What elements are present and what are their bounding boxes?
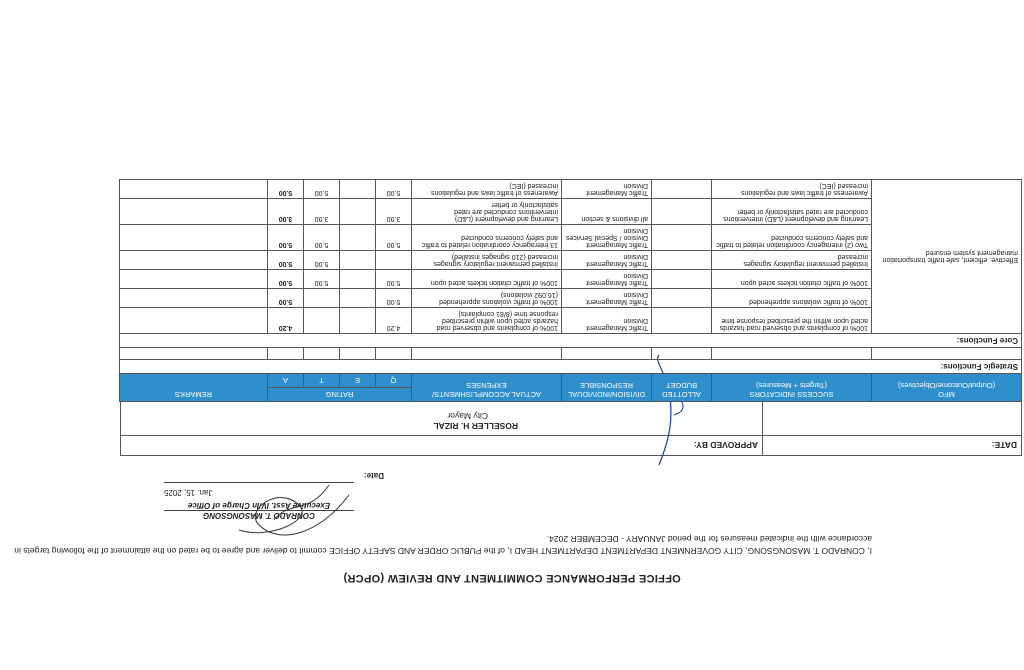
a-cell: 4.20 <box>267 308 303 334</box>
e-cell <box>340 225 376 251</box>
actual-cell: 13 interagency coordination related to traffic and safety concerns conducted <box>412 225 562 251</box>
q-cell: 4.20 <box>376 308 412 334</box>
q-cell: 3.00 <box>376 199 412 225</box>
mfo-header: MFO (Output/Outcome/Objectives) <box>872 374 1022 402</box>
division-cell: Traffic Management Division <box>562 289 652 308</box>
indicator-cell: Two (2) interagency coordination related to traffic and safety concerns conducted <box>712 225 872 251</box>
t-cell: 3.00 <box>304 199 340 225</box>
indicator-cell: 100% of traffic violations apprehended <box>712 289 872 308</box>
indicator-cell: Installed permanent regulatory signages increased <box>712 251 872 270</box>
a-cell: 5.00 <box>267 270 303 289</box>
division-cell: Traffic Management Division <box>562 308 652 334</box>
e-cell <box>340 270 376 289</box>
division-cell: all divisions & section <box>562 199 652 225</box>
rating-header: RATING <box>267 388 411 402</box>
opcr-table <box>119 179 1022 402</box>
actual-cell: Learning and development (L&D) interventions conducted are rated satisfactorily or better <box>412 199 562 225</box>
t-cell: 5.00 <box>304 270 340 289</box>
division-cell: Traffic Management Division / Special Services Division <box>562 225 652 251</box>
signature-mark <box>219 475 369 555</box>
strategic-functions-label: Strategic Functions: <box>119 360 1021 374</box>
approver-title: City Mayor <box>447 411 488 421</box>
document-title: OFFICE PERFORMANCE COMMITMENT AND REVIEW (OPCR) <box>343 572 681 584</box>
actual-header: ACTUAL ACCOMPLISHMENTS/ EXPENSES <box>412 374 562 402</box>
a-cell: 5.00 <box>267 289 303 308</box>
actual-cell: 100% of traffic citation tickets acted upon <box>412 270 562 289</box>
e-header: E <box>340 374 376 388</box>
approver-name: ROSELLER H. RIZAL <box>433 421 518 431</box>
indicator-cell: 100% of complaints and observed road hazards acted upon within the prescribed response time <box>712 308 872 334</box>
e-cell <box>340 289 376 308</box>
actual-cell: Installed permanent regulatory signages increased (210 signages installed) <box>412 251 562 270</box>
signer-name: CONRADO T. MASONGSONG <box>203 511 315 520</box>
t-header: T <box>304 374 340 388</box>
a-cell: 5.00 <box>267 225 303 251</box>
indicator-cell: 100% of traffic citation tickets acted upon <box>712 270 872 289</box>
t-cell: 5.00 <box>304 180 340 199</box>
mfo-cell: Effective, efficient, safe traffic transportation management system ensured <box>872 180 1022 334</box>
indicator-cell: Learning and development (L&D) interventions conducted are rated satisfactorily or better <box>712 199 872 225</box>
t-cell <box>304 308 340 334</box>
e-cell <box>340 180 376 199</box>
actual-cell: 100% of complaints and observed road hazards acted upon within prescribed response time (8/81 complaints) <box>412 308 562 334</box>
date-label: Date: <box>363 471 384 480</box>
a-cell: 5.00 <box>267 180 303 199</box>
a-cell: 3.00 <box>267 199 303 225</box>
q-cell: 5.00 <box>376 289 412 308</box>
indicators-header: SUCCESS INDICATORS (Targets + Measures) <box>712 374 872 402</box>
signer-title: Executive Asst. IV/In Charge of Office <box>187 501 331 510</box>
actual-cell: 100% of traffic violations apprehended (16,092 violations) <box>412 289 562 308</box>
q-cell: 5.00 <box>376 180 412 199</box>
q-cell: 5.00 <box>376 270 412 289</box>
date-value: Jan. 15, 2025 <box>164 488 213 497</box>
approval-table <box>120 393 1022 456</box>
a-header: A <box>267 374 303 388</box>
indicator-cell: Awareness of traffic laws and regulations increased (IEC) <box>712 180 872 199</box>
date-header: DATE: <box>763 436 1022 456</box>
intro-statement: I, CONRADO T. MASONGSONG, CITY GOVERNMENT DEPARTMENT DEPARTMENT HEAD I, of the PUBLIC ORDER AND SAFETY OFFICE commit to deliver and agree to be rated on the attainment of the following targets in accordance with the indicated measures for the period JANUARY - DECEMBER 2024. <box>14 534 872 556</box>
division-cell: Traffic Management Division <box>562 251 652 270</box>
e-cell <box>340 308 376 334</box>
q-header: Q <box>376 374 412 388</box>
t-cell <box>304 289 340 308</box>
approved-by-header: APPROVED BY: <box>121 436 763 456</box>
t-cell: 5.00 <box>304 251 340 270</box>
q-cell: 5.00 <box>376 225 412 251</box>
core-functions-label: Core Functions: <box>119 334 1021 348</box>
q-cell <box>376 251 412 270</box>
division-cell: Traffic Management Division <box>562 180 652 199</box>
a-cell: 5.00 <box>267 251 303 270</box>
t-cell: 5.00 <box>304 225 340 251</box>
division-cell: Traffic Management Division <box>562 270 652 289</box>
e-cell <box>340 251 376 270</box>
actual-cell: Awareness of traffic laws and regulations increased (IEC) <box>412 180 562 199</box>
table-row <box>119 308 1021 334</box>
division-header: DIVISION/INDIVIDUAL RESPONSIBLE <box>562 374 652 402</box>
e-cell <box>340 199 376 225</box>
budget-header: ALLOTTED BUDGET <box>652 374 712 402</box>
remarks-header: REMARKS <box>119 374 267 402</box>
